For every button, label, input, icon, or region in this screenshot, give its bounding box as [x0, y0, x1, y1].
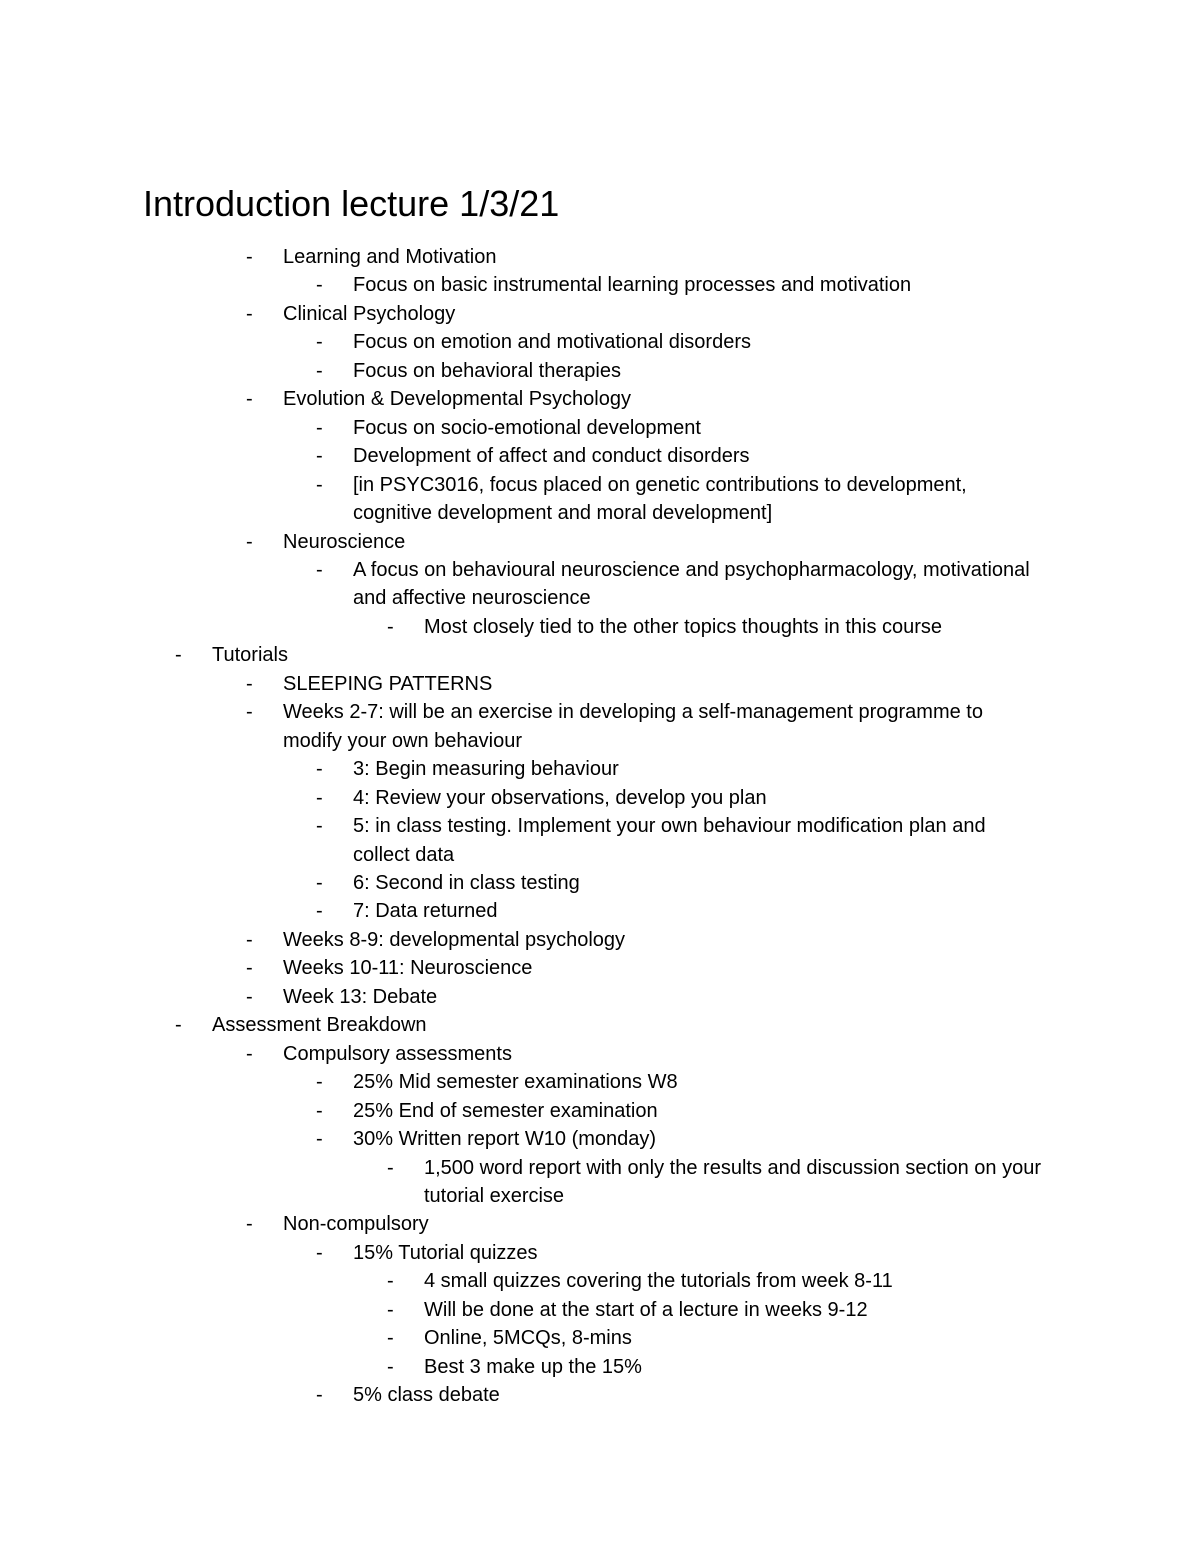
list-item-text: 7: Data returned [353, 900, 498, 923]
list-item-text: Clinical Psychology [283, 302, 456, 325]
list-item [0, 1068, 1200, 1096]
bullet-dash: - [246, 246, 253, 268]
list-item [0, 613, 1200, 641]
list-item-text: 30% Written report W10 (monday) [353, 1128, 657, 1151]
bullet-dash: - [316, 445, 323, 468]
list-item [0, 926, 1200, 954]
list-item-text: 6: Second in class testing [353, 871, 580, 894]
bullet-dash: - [246, 388, 253, 411]
list-item-text: Neuroscience [283, 530, 406, 553]
list-item [0, 385, 1200, 413]
list-item-text: Weeks 10-11: Neuroscience [283, 957, 533, 980]
bullet-list [0, 243, 1200, 1410]
list-item-text: Most closely tied to the other topics thoughts in this course [424, 615, 943, 638]
list-item-text: Online, 5MCQs, 8-mins [424, 1327, 632, 1350]
bullet-dash: - [246, 1213, 253, 1236]
list-item [0, 528, 1200, 556]
bullet-dash: - [387, 1298, 394, 1321]
bullet-dash: - [387, 1270, 394, 1293]
list-item-text: Week 13: Debate [283, 985, 438, 1008]
list-item [0, 1381, 1200, 1409]
bullet-dash: - [246, 672, 253, 695]
list-item [0, 1040, 1200, 1068]
bullet-dash: - [387, 1355, 394, 1378]
list-item [0, 1011, 1200, 1039]
list-item [0, 784, 1200, 812]
bullet-dash: - [316, 871, 323, 894]
bullet-dash: - [316, 473, 323, 496]
bullet-dash: - [316, 1099, 323, 1122]
bullet-dash: - [175, 644, 182, 667]
list-item [0, 983, 1200, 1011]
list-item-text: 1,500 word report with only the results and discussion section on your tutorial exercise [424, 1156, 1042, 1207]
list-item [0, 328, 1200, 356]
page-title: Introduction lecture 1/3/21 [143, 183, 560, 224]
list-item-text: Focus on basic instrumental learning processes and motivation [353, 274, 912, 297]
bullet-dash: - [316, 1241, 323, 1264]
bullet-dash: - [246, 985, 253, 1008]
list-item [0, 755, 1200, 783]
bullet-dash: - [316, 558, 323, 581]
list-item [0, 897, 1200, 925]
list-item-text: 3: Begin measuring behaviour [353, 758, 619, 781]
bullet-dash: - [387, 1327, 394, 1350]
list-item-text: 15% Tutorial quizzes [353, 1241, 538, 1264]
list-item [0, 1353, 1200, 1381]
list-item [0, 243, 1200, 271]
list-item-text: 4: Review your observations, develop you plan [353, 786, 767, 809]
list-item-text: Evolution & Developmental Psychology [283, 388, 631, 411]
list-item-text: Will be done at the start of a lecture in weeks 9-12 [424, 1298, 868, 1321]
list-item [0, 1267, 1200, 1295]
bullet-dash: - [316, 758, 323, 781]
bullet-dash: - [316, 331, 323, 354]
bullet-dash: - [316, 274, 323, 297]
list-item-text: Development of affect and conduct disorders [353, 445, 750, 468]
list-item-text: Compulsory assessments [283, 1042, 512, 1065]
list-item-text: Focus on emotion and motivational disorders [353, 331, 751, 354]
bullet-dash: - [316, 359, 323, 382]
bullet-dash: - [246, 302, 253, 325]
bullet-dash: - [246, 957, 253, 980]
list-item [0, 300, 1200, 328]
list-item [0, 1097, 1200, 1125]
bullet-dash: - [246, 1042, 253, 1065]
list-item [0, 1125, 1200, 1153]
list-item-text: 25% Mid semester examinations W8 [353, 1071, 678, 1094]
list-item [0, 442, 1200, 470]
list-item [0, 1239, 1200, 1267]
bullet-dash: - [316, 1071, 323, 1094]
list-item [0, 698, 1200, 755]
list-item [0, 641, 1200, 669]
list-item-text: Assessment Breakdown [212, 1014, 427, 1037]
bullet-dash: - [316, 900, 323, 923]
bullet-dash: - [316, 416, 323, 439]
bullet-dash: - [246, 928, 253, 951]
list-item-text: Non-compulsory [283, 1213, 429, 1236]
list-item-text: Learning and Motivation [283, 246, 497, 268]
list-item [0, 954, 1200, 982]
list-item [0, 869, 1200, 897]
list-item-text: Focus on socio-emotional development [353, 416, 701, 439]
bullet-dash: - [387, 615, 394, 638]
list-item-text: SLEEPING PATTERNS [283, 672, 493, 695]
list-item-text: Tutorials [212, 644, 288, 667]
bullet-dash: - [316, 1384, 323, 1407]
list-item [0, 471, 1200, 528]
bullet-dash: - [387, 1156, 394, 1179]
bullet-dash: - [246, 701, 253, 724]
list-item-text: Weeks 2-7: will be an exercise in developing a self-management programme to modify your own behaviour [283, 701, 983, 752]
list-item [0, 812, 1200, 869]
list-item-text: A focus on behavioural neuroscience and psychopharmacology, motivational and affective neuroscience [353, 558, 1030, 610]
bullet-dash: - [175, 1014, 182, 1037]
list-item [0, 414, 1200, 442]
bullet-dash: - [316, 786, 323, 809]
list-item-text: Weeks 8-9: developmental psychology [283, 928, 626, 951]
bullet-dash: - [316, 815, 323, 838]
list-item [0, 357, 1200, 385]
list-item-text: 5: in class testing. Implement your own behaviour modification plan and collect data [353, 815, 986, 866]
list-item-text: 5% class debate [353, 1384, 500, 1407]
list-item [0, 556, 1200, 613]
list-item-text: [in PSYC3016, focus placed on genetic contributions to development, cognitive development and moral development] [353, 473, 967, 525]
list-item [0, 1324, 1200, 1352]
bullet-dash: - [316, 1128, 323, 1151]
list-item-text: 4 small quizzes covering the tutorials from week 8-11 [424, 1270, 893, 1293]
list-item-text: 25% End of semester examination [353, 1099, 658, 1122]
bullet-dash: - [246, 530, 253, 553]
list-item [0, 271, 1200, 299]
list-item [0, 1296, 1200, 1324]
list-item [0, 1210, 1200, 1238]
list-item [0, 1154, 1200, 1211]
list-item [0, 670, 1200, 698]
list-item-text: Best 3 make up the 15% [424, 1355, 642, 1378]
list-item-text: Focus on behavioral therapies [353, 359, 621, 382]
